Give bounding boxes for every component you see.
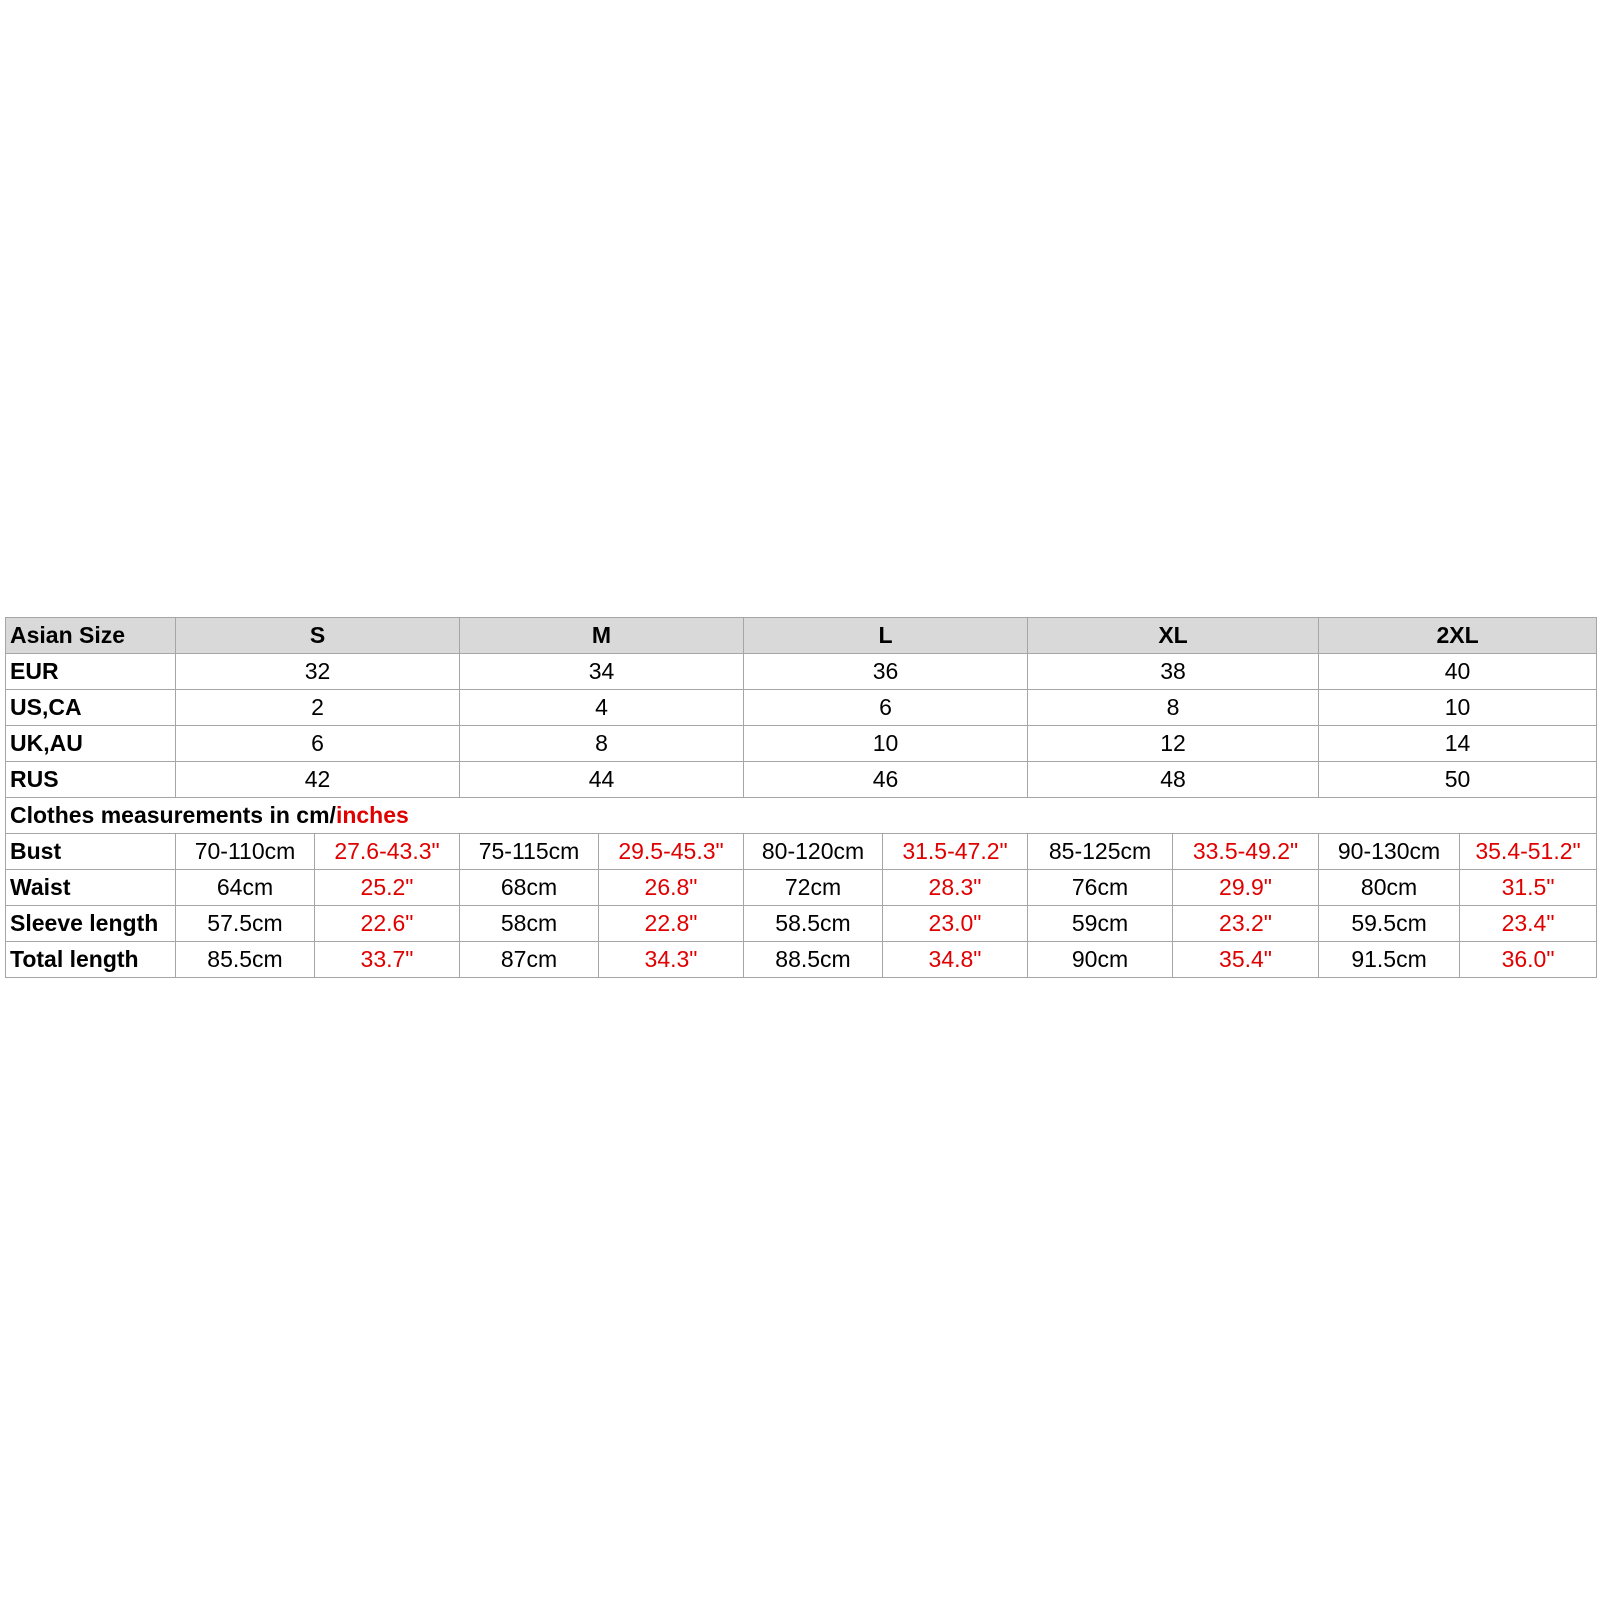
asian-size-label: Asian Size <box>6 618 176 654</box>
row-label: EUR <box>6 654 176 690</box>
cm-cell: 87cm <box>460 942 599 978</box>
table-cell: 8 <box>1028 690 1319 726</box>
size-chart-table <box>5 617 1597 978</box>
row-label: UK,AU <box>6 726 176 762</box>
cm-cell: 64cm <box>176 870 315 906</box>
cm-cell: 85-125cm <box>1028 834 1173 870</box>
measurements-title-prefix: Clothes measurements in cm/ <box>10 802 336 828</box>
cm-cell: 68cm <box>460 870 599 906</box>
table-cell: 44 <box>460 762 744 798</box>
cm-cell: 57.5cm <box>176 906 315 942</box>
table-cell: 10 <box>744 726 1028 762</box>
inch-cell: 25.2" <box>315 870 460 906</box>
measurements-title-row <box>6 798 1597 834</box>
measurement-row-sleeve-length <box>6 906 1597 942</box>
table-cell: 50 <box>1319 762 1597 798</box>
inch-cell: 35.4-51.2" <box>1460 834 1597 870</box>
inch-cell: 33.7" <box>315 942 460 978</box>
inch-cell: 36.0" <box>1460 942 1597 978</box>
table-cell: 6 <box>176 726 460 762</box>
row-label: Bust <box>6 834 176 870</box>
inch-cell: 22.8" <box>599 906 744 942</box>
cm-cell: 70-110cm <box>176 834 315 870</box>
inch-cell: 22.6" <box>315 906 460 942</box>
cm-cell: 72cm <box>744 870 883 906</box>
cm-cell: 90cm <box>1028 942 1173 978</box>
row-label: Total length <box>6 942 176 978</box>
size-header-2xl: 2XL <box>1319 618 1597 654</box>
table-cell: 12 <box>1028 726 1319 762</box>
cm-cell: 59.5cm <box>1319 906 1460 942</box>
table-cell: 42 <box>176 762 460 798</box>
size-header-row <box>6 618 1597 654</box>
table-cell: 14 <box>1319 726 1597 762</box>
table-cell: 36 <box>744 654 1028 690</box>
table-cell: 46 <box>744 762 1028 798</box>
inch-cell: 35.4" <box>1173 942 1319 978</box>
measurement-row-bust <box>6 834 1597 870</box>
size-header-m: M <box>460 618 744 654</box>
cm-cell: 76cm <box>1028 870 1173 906</box>
table-cell: 10 <box>1319 690 1597 726</box>
row-label: Waist <box>6 870 176 906</box>
inch-cell: 31.5-47.2" <box>883 834 1028 870</box>
cm-cell: 80cm <box>1319 870 1460 906</box>
inch-cell: 26.8" <box>599 870 744 906</box>
size-header-xl: XL <box>1028 618 1319 654</box>
measurements-title-inches: inches <box>335 802 409 828</box>
cm-cell: 88.5cm <box>744 942 883 978</box>
table-cell: 40 <box>1319 654 1597 690</box>
inch-cell: 29.9" <box>1173 870 1319 906</box>
table-cell: 2 <box>176 690 460 726</box>
inch-cell: 29.5-45.3" <box>599 834 744 870</box>
conversion-row-rus <box>6 762 1597 798</box>
inch-cell: 34.3" <box>599 942 744 978</box>
measurement-row-total-length <box>6 942 1597 978</box>
measurements-title <box>6 798 1597 834</box>
table-cell: 8 <box>460 726 744 762</box>
cm-cell: 58cm <box>460 906 599 942</box>
inch-cell: 34.8" <box>883 942 1028 978</box>
table-cell: 34 <box>460 654 744 690</box>
inch-cell: 31.5" <box>1460 870 1597 906</box>
cm-cell: 91.5cm <box>1319 942 1460 978</box>
inch-cell: 23.0" <box>883 906 1028 942</box>
inch-cell: 27.6-43.3" <box>315 834 460 870</box>
conversion-row-eur <box>6 654 1597 690</box>
row-label: RUS <box>6 762 176 798</box>
size-header-l: L <box>744 618 1028 654</box>
cm-cell: 58.5cm <box>744 906 883 942</box>
row-label: Sleeve length <box>6 906 176 942</box>
table-cell: 32 <box>176 654 460 690</box>
inch-cell: 23.2" <box>1173 906 1319 942</box>
table-cell: 48 <box>1028 762 1319 798</box>
inch-cell: 28.3" <box>883 870 1028 906</box>
row-label: US,CA <box>6 690 176 726</box>
measurement-row-waist <box>6 870 1597 906</box>
table-cell: 38 <box>1028 654 1319 690</box>
cm-cell: 80-120cm <box>744 834 883 870</box>
cm-cell: 59cm <box>1028 906 1173 942</box>
inch-cell: 33.5-49.2" <box>1173 834 1319 870</box>
table-cell: 6 <box>744 690 1028 726</box>
conversion-row-us-ca <box>6 690 1597 726</box>
size-header-s: S <box>176 618 460 654</box>
cm-cell: 75-115cm <box>460 834 599 870</box>
conversion-row-uk-au <box>6 726 1597 762</box>
cm-cell: 85.5cm <box>176 942 315 978</box>
cm-cell: 90-130cm <box>1319 834 1460 870</box>
table-cell: 4 <box>460 690 744 726</box>
inch-cell: 23.4" <box>1460 906 1597 942</box>
